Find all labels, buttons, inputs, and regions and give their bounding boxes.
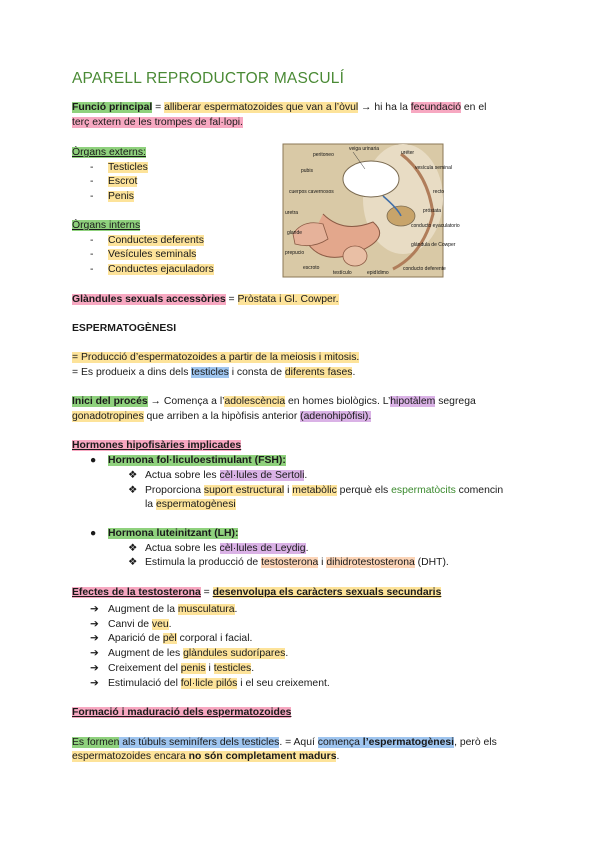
list-item: Creixement del penis i testicles. <box>108 663 255 674</box>
diagram-label: cuerpos cavernosos <box>289 189 334 195</box>
formacio-line-1: Es formen als túbuls seminífers dels testicles. = Aquí comença l’espermatogènesi, però els <box>72 737 497 748</box>
glandules-line: Glàndules sexuals accessòries = Pròstata i Gl. Cowper. <box>72 294 339 305</box>
lh-title: Hormona luteinitzant (LH): <box>108 528 239 539</box>
funcio-line-2: terç extern de les trompes de fal·lopi. <box>72 117 243 128</box>
anatomy-diagram <box>283 144 460 277</box>
diamond-bullet-icon: ❖ <box>128 485 138 496</box>
diamond-bullet-icon: ❖ <box>128 543 138 554</box>
dash-bullet: - <box>90 191 94 202</box>
efectes-heading: Efectes de la testosterona = desenvolupa els caràcters sexuals secundaris <box>72 587 442 598</box>
hormones-heading: Hormones hipofisàries implicades <box>72 440 242 451</box>
list-item: Augment de la musculatura. <box>108 604 238 615</box>
dash-bullet: - <box>90 249 94 260</box>
lh-sub-1: Actua sobre les cèl·lules de Leydig. <box>145 543 309 554</box>
list-item: Augment de les glàndules sudorípares. <box>108 648 289 659</box>
dot-bullet: ● <box>90 455 97 466</box>
list-item: Testicles <box>108 162 148 173</box>
diagram-label: recto <box>433 189 445 195</box>
list-item: Aparició de pèl corporal i facial. <box>108 633 253 644</box>
diagram-label: uréter <box>401 150 415 156</box>
espermatogenesi-heading: ESPERMATOGÈNESI <box>72 323 177 334</box>
list-item: Escrot <box>108 176 138 187</box>
diagram-label: conducto deferente <box>403 266 446 272</box>
page-title: APARELL REPRODUCTOR MASCULÍ <box>72 70 345 87</box>
list-item: Vesícules seminals <box>108 249 197 260</box>
diamond-bullet-icon: ❖ <box>128 470 138 481</box>
dash-bullet: - <box>90 264 94 275</box>
formacio-line-2: espermatozoides encara no són completament madurs. <box>72 751 340 762</box>
list-item: Conductes deferents <box>108 235 204 246</box>
diagram-label: peritoneo <box>313 152 334 158</box>
lh-sub-2: Estimula la producció de testosterona i dihidrotestosterona (DHT). <box>145 557 449 568</box>
diamond-bullet-icon: ❖ <box>128 557 138 568</box>
esperma-line-1: = Producció d’espermatozoides a partir de la meiosis i mitosis. <box>72 352 360 363</box>
fecundacio-term: fecundació <box>410 102 461 113</box>
diagram-label: testículo <box>333 270 352 276</box>
esperma-line-2: = Es produeix a dins dels testicles i consta de diferents fases. <box>72 367 356 378</box>
diagram-label: próstata <box>423 208 442 214</box>
inici-line-2: gonadotropines que arriben a la hipòfisis anterior (adenohipòfisi). <box>72 411 372 422</box>
list-item: Conductes ejaculadors <box>108 264 214 275</box>
funcio-line-1: Funció principal = alliberar espermatozoides que van a l’òvul → hi ha la fecundació en el <box>72 102 487 113</box>
list-item: Estimulació del fol·licle pilós i el seu creixement. <box>108 678 330 689</box>
arrow-bullet-icon: ➔ <box>90 678 99 689</box>
list-item: Penis <box>108 191 134 202</box>
diagram-label: uretra <box>285 210 299 216</box>
arrow-bullet-icon: ➔ <box>90 663 99 674</box>
diagram-label: pubis <box>301 168 313 174</box>
funcio-highlight: alliberar espermatozoides que van a l’òvul <box>164 102 359 113</box>
fsh-sub-2-cont: la espermatogènesi <box>145 499 236 510</box>
arrow-bullet-icon: ➔ <box>90 619 99 630</box>
diagram-label: prepucio <box>285 250 305 256</box>
dash-bullet: - <box>90 162 94 173</box>
externs-heading: Òrgans externs: <box>72 147 146 158</box>
fsh-sub-1: Actua sobre les cèl·lules de Sertoli. <box>145 470 308 481</box>
diagram-label: glande <box>287 230 303 236</box>
arrow-bullet-icon: ➔ <box>90 648 99 659</box>
diagram-label: epidídimo <box>367 270 389 276</box>
arrow-bullet-icon: ➔ <box>90 633 99 644</box>
diagram-label: veiga urinaria <box>349 146 380 152</box>
diagram-label: glándula de Cowper <box>411 242 456 248</box>
list-item: Canvi de veu. <box>108 619 172 630</box>
dot-bullet: ● <box>90 528 97 539</box>
arrow-bullet-icon: ➔ <box>90 604 99 615</box>
fsh-sub-2: Proporciona suport estructural i metabòlic perquè els espermatòcits comencin <box>145 485 504 496</box>
funcio-label: Funció principal <box>72 102 153 113</box>
dash-bullet: - <box>90 176 94 187</box>
diagram-label: conducto eyaculatorio <box>411 223 460 229</box>
fsh-title: Hormona fol·liculoestimulant (FSH): <box>108 455 286 466</box>
diagram-label: escroto <box>303 265 320 271</box>
diagram-label: vesícula seminal <box>415 165 452 171</box>
interns-heading: Òrgans interns <box>72 220 141 231</box>
inici-line-1: Inici del procés → Comença a l’adolescència en homes biològics. L’hipotàlem segrega <box>72 396 476 407</box>
dash-bullet: - <box>90 235 94 246</box>
formacio-heading: Formació i maduració dels espermatozoides <box>72 707 292 718</box>
